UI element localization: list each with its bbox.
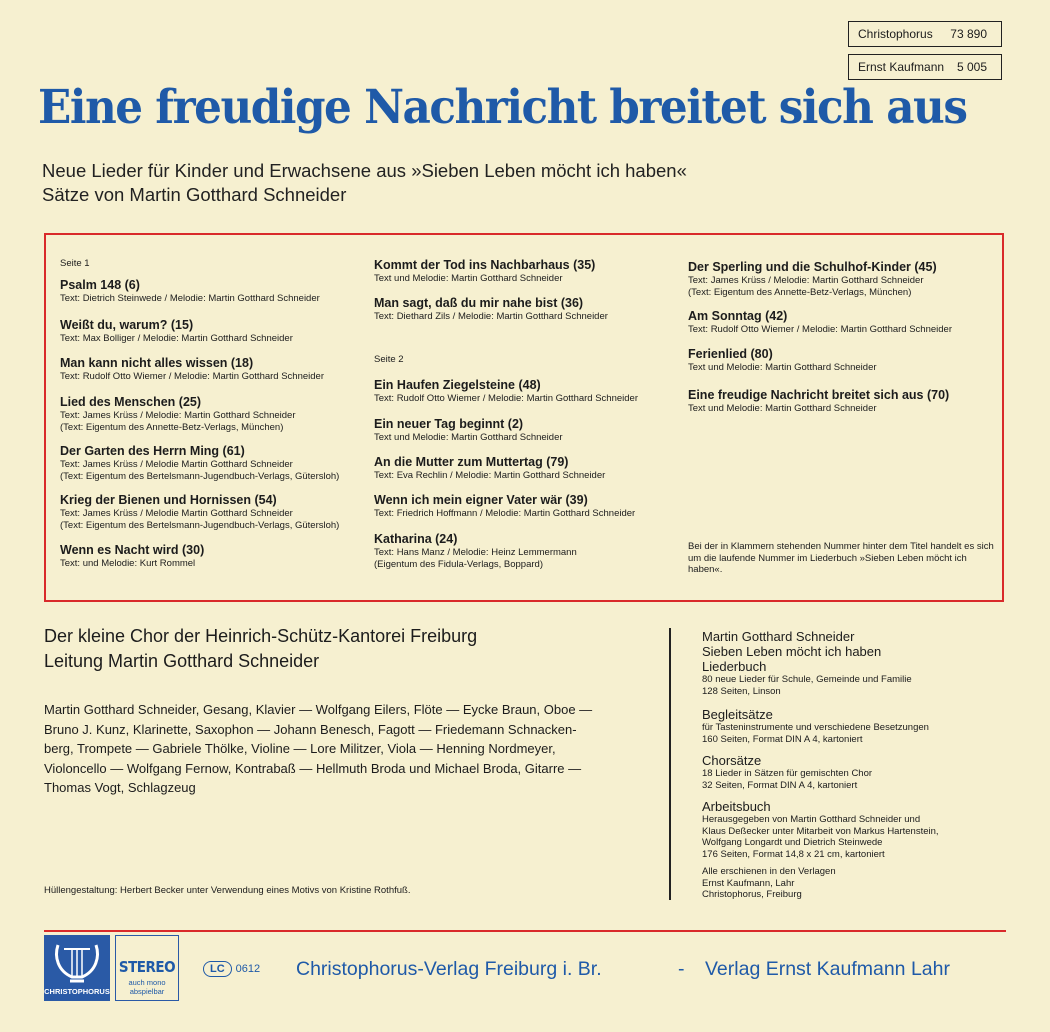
book-title: Martin Gotthard Schneider xyxy=(702,629,855,644)
subtitle-line-1: Neue Lieder für Kinder und Erwachsene aus »Sieben Leben möcht ich haben« xyxy=(42,160,687,181)
choir-leader: Leitung Martin Gotthard Schneider xyxy=(44,651,320,671)
song-title: Ein Haufen Ziegelsteine (48) xyxy=(374,378,541,392)
song-credit: Text: Rudolf Otto Wiemer / Melodie: Martin Gotthard Schneider xyxy=(688,324,952,335)
catalog-number: 73 890 xyxy=(950,27,987,41)
song-credit: Text: Friedrich Hoffmann / Melodie: Martin Gotthard Schneider xyxy=(374,508,636,519)
side-2-label: Seite 2 xyxy=(374,354,404,365)
song-credit: Text: Rudolf Otto Wiemer / Melodie: Martin Gotthard Schneider xyxy=(374,393,638,404)
book-detail: Ernst Kaufmann, Lahr xyxy=(702,877,795,889)
song-credit: Text: und Melodie: Kurt Rommel xyxy=(60,558,196,569)
song-credit: Text und Melodie: Martin Gotthard Schneider xyxy=(688,403,877,414)
song-title: Ein neuer Tag beginnt (2) xyxy=(374,417,524,431)
song-title: Am Sonntag (42) xyxy=(688,309,788,323)
song-credit: Text: Eva Rechlin / Melodie: Martin Gotthard Schneider xyxy=(374,470,606,481)
book-detail: Klaus Deßecker unter Mitarbeit von Markus Hartenstein, xyxy=(702,825,939,837)
song-title: Lied des Menschen (25) xyxy=(60,395,202,409)
subtitle-line-2: Sätze von Martin Gotthard Schneider xyxy=(42,184,347,205)
book-detail: 80 neue Lieder für Schule, Gemeinde und Familie xyxy=(702,674,912,685)
song-credit: Text und Melodie: Martin Gotthard Schneider xyxy=(688,362,877,373)
catalog-label: Ernst Kaufmann xyxy=(858,60,945,74)
book-detail: Wolfgang Longardt und Dietrich Steinwede xyxy=(702,837,883,848)
song-title: Der Garten des Herrn Ming (61) xyxy=(60,444,245,458)
book-title: Chorsätze xyxy=(702,753,762,768)
cover-credit: Hüllengestaltung: Herbert Becker unter Verwendung eines Motivs von Kristine Rothfuß. xyxy=(44,885,411,896)
song-credit: Text: James Krüss / Melodie: Martin Gotthard Schneider xyxy=(688,275,924,286)
catalog-box-christophorus xyxy=(848,21,1002,47)
song-credit: Text: James Krüss / Melodie Martin Gotthard Schneider xyxy=(60,508,293,519)
book-title: Liederbuch xyxy=(702,659,767,674)
book-detail: Herausgegeben von Martin Gotthard Schneider und xyxy=(702,814,921,825)
catalog-box-kaufmann xyxy=(848,54,1002,80)
footer-divider xyxy=(44,930,1006,932)
song-title: Man kann nicht alles wissen (18) xyxy=(60,356,254,370)
song-item xyxy=(688,347,877,374)
song-credit: (Text: Eigentum des Bertelsmann-Jugendbuch-Verlags, Gütersloh) xyxy=(60,519,340,531)
side-1-label: Seite 1 xyxy=(60,258,90,269)
song-title: Ferienlied (80) xyxy=(688,347,773,361)
song-title: Kommt der Tod ins Nachbarhaus (35) xyxy=(374,258,596,272)
song-title: Man sagt, daß du mir nahe bist (36) xyxy=(374,296,584,310)
song-credit: Text: Hans Manz / Melodie: Heinz Lemmermann xyxy=(374,547,577,558)
stereo-logo xyxy=(115,935,179,1001)
choir-name: Der kleine Chor der Heinrich-Schütz-Kantorei Freiburg xyxy=(44,626,478,646)
song-item xyxy=(374,378,638,405)
song-title: Weißt du, warum? (15) xyxy=(60,318,194,332)
book-detail: 176 Seiten, Format 14,8 x 21 cm, kartoniert xyxy=(702,848,885,860)
song-title: Der Sperling und die Schulhof-Kinder (45) xyxy=(688,260,937,274)
stereo-sub-1: auch mono xyxy=(128,978,166,987)
book-chorsaetze xyxy=(702,753,872,791)
song-item xyxy=(688,309,952,336)
book-arbeitsbuch xyxy=(702,799,939,860)
song-item xyxy=(60,543,204,570)
lc-code: 0612 xyxy=(235,963,261,975)
song-item xyxy=(60,278,320,305)
song-item xyxy=(374,532,577,570)
song-credit: Text: Rudolf Otto Wiemer / Melodie: Martin Gotthard Schneider xyxy=(60,371,324,382)
lc-logo: LC xyxy=(203,961,232,977)
song-title: Wenn es Nacht wird (30) xyxy=(60,543,205,557)
publisher-kaufmann: Verlag Ernst Kaufmann Lahr xyxy=(705,958,950,980)
song-item xyxy=(60,493,339,531)
song-credit: (Text: Eigentum des Annette-Betz-Verlags, München) xyxy=(60,421,284,433)
publisher-christophorus: Christophorus-Verlag Freiburg i. Br. xyxy=(296,958,602,980)
song-item xyxy=(60,318,293,345)
book-detail: Christophorus, Freiburg xyxy=(702,889,802,900)
song-credit: (Eigentum des Fidula-Verlags, Boppard) xyxy=(374,558,543,570)
numbering-note: Bei der in Klammern stehenden Nummer hinter dem Titel handelt es sich um die laufende Nummer im Liederbuch »Sieben Leben möcht ich haben«. xyxy=(688,541,994,575)
book-title: Arbeitsbuch xyxy=(702,799,771,814)
song-item xyxy=(374,493,635,520)
musicians-line: Martin Gotthard Schneider, Gesang, Klavier — Wolfgang Eilers, Flöte — Eycke Braun, Oboe — xyxy=(44,702,593,717)
song-credit: Text und Melodie: Martin Gotthard Schneider xyxy=(374,273,563,284)
column-divider xyxy=(669,628,671,900)
stereo-text: STEREO xyxy=(118,958,176,976)
musicians-line: Thomas Vogt, Schlagzeug xyxy=(44,780,196,796)
label-code xyxy=(203,958,260,980)
song-item xyxy=(374,258,595,285)
musicians-line: Bruno J. Kunz, Klarinette, Saxophon — Johann Benesch, Fagott — Friedemann Schnacken- xyxy=(44,721,577,737)
stereo-sub-2: abspielbar xyxy=(129,987,165,996)
song-item xyxy=(60,444,339,482)
song-title: Wenn ich mein eigner Vater wär (39) xyxy=(374,493,588,507)
book-detail: 128 Seiten, Linson xyxy=(702,685,781,697)
song-credit: Text: Dietrich Steinwede / Melodie: Martin Gotthard Schneider xyxy=(60,293,320,304)
musicians-list xyxy=(44,700,644,798)
book-title: Sieben Leben möcht ich haben xyxy=(702,644,882,659)
song-item xyxy=(60,395,296,433)
song-item xyxy=(374,455,605,482)
musicians-line: berg, Trompete — Gabriele Thölke, Violine — Lore Militzer, Viola — Henning Nordmeyer, xyxy=(44,741,556,757)
book-detail: Alle erschienen in den Verlagen xyxy=(702,866,836,877)
song-title: Krieg der Bienen und Hornissen (54) xyxy=(60,493,277,507)
book-detail: für Tasteninstrumente und verschiedene Besetzungen xyxy=(702,722,929,733)
publishers-availability xyxy=(702,866,836,901)
song-credit: Text: Max Bolliger / Melodie: Martin Gotthard Schneider xyxy=(60,333,293,344)
publisher-separator: - xyxy=(678,958,685,980)
song-item xyxy=(374,417,563,444)
song-credit: (Text: Eigentum des Annette-Betz-Verlags, München) xyxy=(688,286,912,298)
christophorus-logo-text: CHRISTOPHORUS xyxy=(44,987,110,996)
song-item xyxy=(688,388,949,415)
book-begleitsaetze xyxy=(702,707,929,745)
christophorus-logo xyxy=(44,935,110,1001)
song-credit: (Text: Eigentum des Bertelsmann-Jugendbuch-Verlags, Gütersloh) xyxy=(60,470,340,482)
book-detail: 160 Seiten, Format DIN A 4, kartoniert xyxy=(702,733,863,745)
book-detail: 32 Seiten, Format DIN A 4, kartoniert xyxy=(702,779,858,791)
catalog-label: Christophorus xyxy=(858,27,933,41)
song-title: An die Mutter zum Muttertag (79) xyxy=(374,455,569,469)
musicians-line: Violoncello — Wolfgang Fernow, Kontrabaß — Hellmuth Broda und Michael Broda, Gitarre — xyxy=(44,760,582,776)
song-credit: Text und Melodie: Martin Gotthard Schneider xyxy=(374,432,563,443)
book-liederbuch xyxy=(702,629,912,697)
song-title: Psalm 148 (6) xyxy=(60,278,140,292)
song-item xyxy=(688,260,937,298)
book-title: Begleitsätze xyxy=(702,707,773,722)
catalog-number: 5 005 xyxy=(956,60,987,74)
song-item xyxy=(374,296,608,323)
song-credit: Text: James Krüss / Melodie: Martin Gotthard Schneider xyxy=(60,410,296,421)
song-title: Eine freudige Nachricht breitet sich aus (70) xyxy=(688,388,950,402)
book-detail: 18 Lieder in Sätzen für gemischten Chor xyxy=(702,768,873,779)
album-title: Eine freudige Nachricht breitet sich aus xyxy=(38,80,967,135)
song-credit: Text: Diethard Zils / Melodie: Martin Gotthard Schneider xyxy=(374,311,608,322)
song-title: Katharina (24) xyxy=(374,532,458,546)
song-item xyxy=(60,356,324,383)
lyre-icon xyxy=(44,937,110,987)
song-credit: Text: James Krüss / Melodie Martin Gotthard Schneider xyxy=(60,459,293,470)
